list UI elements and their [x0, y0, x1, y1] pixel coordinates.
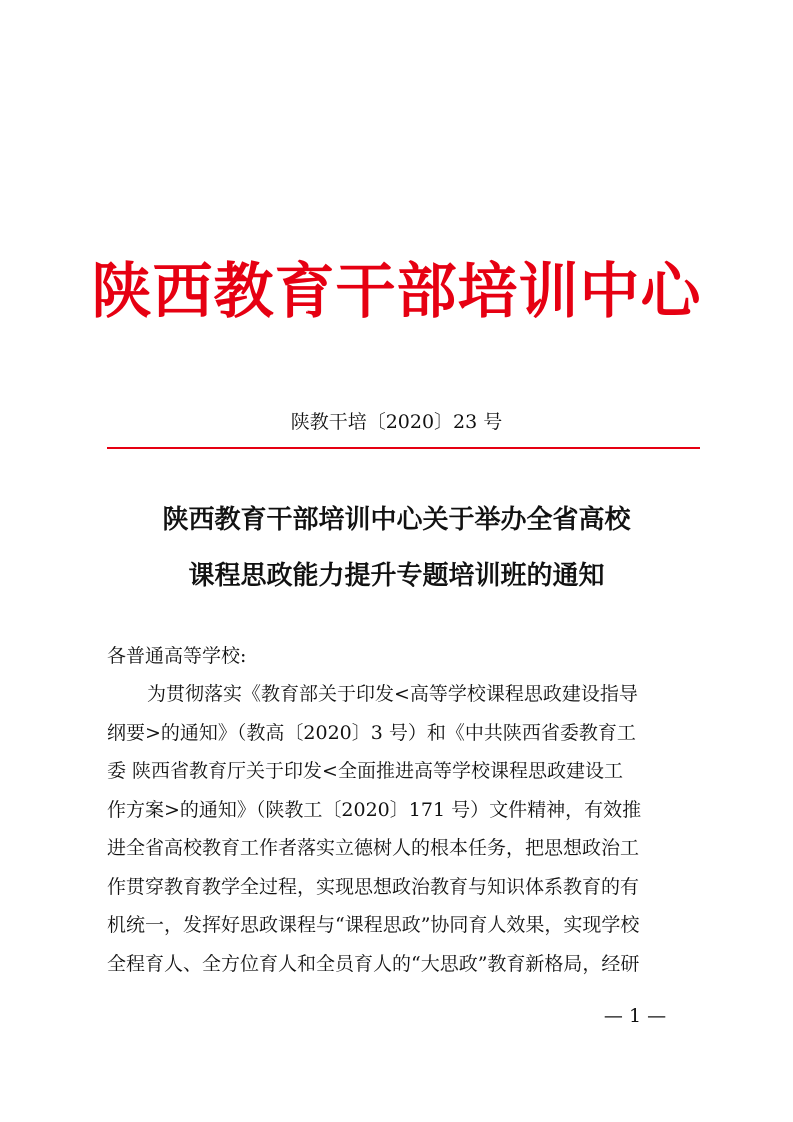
body-line: 作方案>的通知》（陕教工〔2020〕171 号）文件精神，有效推	[107, 799, 642, 821]
body-line: 全程育人、全方位育人和全员育人的“大思政”教育新格局，经研	[107, 953, 640, 975]
document-title-line-2: 课程思政能力提升专题培训班的通知	[188, 561, 605, 591]
body-line: 机统一，发挥好思政课程与“课程思政”协同育人效果，实现学校	[107, 914, 640, 936]
body-line: 纲要>的通知》（教高〔2020〕3 号）和《中共陕西省委教育工	[107, 722, 636, 744]
document-title-line-1: 陕西教育干部培训中心关于举办全省高校	[162, 505, 631, 535]
body-line: 为贯彻落实《教育部关于印发<高等学校课程思政建设指导	[147, 683, 638, 705]
salutation: 各普通高等学校:	[107, 645, 247, 667]
red-header-rule	[107, 447, 700, 449]
body-line: 作贯穿教育教学全过程，实现思想政治教育与知识体系教育的有	[107, 876, 640, 898]
body-line: 进全省高校教育工作者落实立德树人的根本任务，把思想政治工	[107, 837, 640, 859]
body-line: 委 陕西省教育厅关于印发<全面推进高等学校课程思政建设工	[107, 760, 623, 782]
organization-masthead: 陕西教育干部培训中心	[91, 257, 702, 327]
page-number: — 1 —	[603, 1005, 667, 1027]
document-number: 陕教干培〔2020〕23 号	[290, 411, 503, 433]
